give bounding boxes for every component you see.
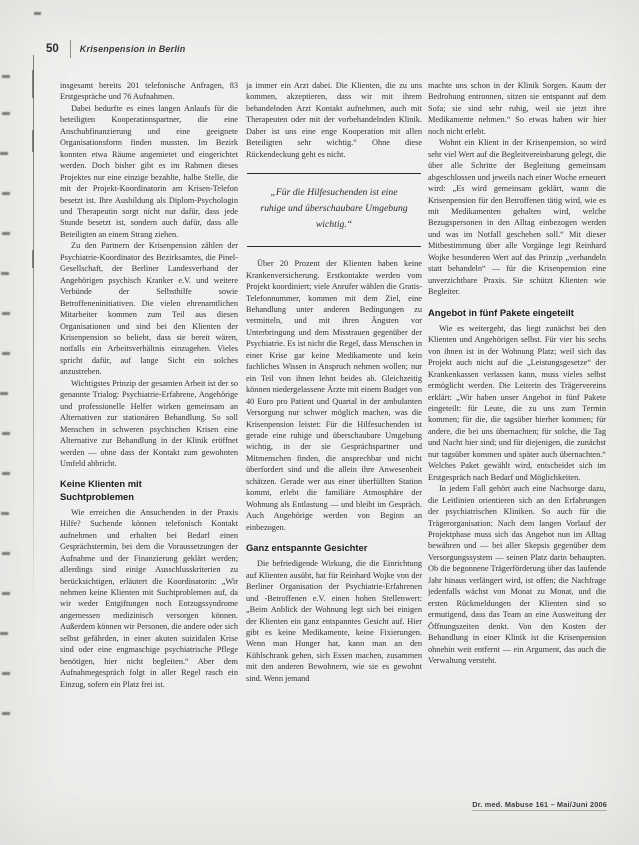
pull-quote-text: „Für die Hilfesuchenden ist eine ruhige und überschaubare Umgebung wichtig.“ <box>260 187 408 231</box>
subheading-fuenf-pakete: Angebot in fünf Pakete eingeteilt <box>428 306 574 318</box>
body-paragraph: Wichtigstes Prinzip der gesamten Arbeit ist der so genannte Trialog: Psychiatrie-Erfahrene, Angehörige und professionelle Helfer wirken gemeinsam an Alternativen zur stationären Behandlung. So soll Menschen in schweren psychischen Krisen eine Alternative zur Behandlung in der Klinik eröffnet werden — ohne dass der Kontakt zum gewohnten Umfeld abbricht. <box>60 378 238 468</box>
subheading-entspannte-gesichter: Ganz entspannte Gesichter <box>246 542 368 554</box>
body-paragraph: insgesamt bereits 201 telefonische Anfragen, 83 Erstgespräche und 76 Aufnahmen. <box>60 81 238 102</box>
footer-journal-line: Dr. med. Mabuse 161 – Mai/Juni 2006 <box>472 800 607 809</box>
body-paragraph: Die befriedigende Wirkung, die die Einrichtung auf Klienten ausübt, hat für Reinhard Wojke von der Berliner Organisation der Psychiatrie-Erfahrenen und -Betroffenen e.V. einen hohen Stellenwert: „Beim Anblick der Wohnung legt sich bei einigen der Klienten ein ganz entspanntes Gesicht auf. Hier gibt es keine Medikamente, keine Fixierungen. Wenn man Hunger hat, kann man an den Kühlschrank gehen, sich Essen machen, zusammen mit den anderen Bewohnern, wie sie es gewohnt sind. Wenn jemand <box>246 559 422 683</box>
scan-artifact <box>2 592 10 595</box>
body-paragraph: Zu den Partnern der Krisenpension zählen der Psychiatrie-Koordinator des Bezirksamtes, die Pinel-Gesellschaft, der Berliner Landesverband der Angehörigen psychisch Kranker e.V. und weitere Verbünde der Selbsthilfe sowie Betroffeneninitiativen. Die vielen ehrenamtlichen Mitarbeiter kommen zum Teil aus diesen Organisationen und sind bei den Klienten der Krisenpension so beliebt, dass sie bereit wären, notfalls ein Arbeitsverhältnis einzugehen. Vieles spricht dafür, auf lange Sicht ein solches anzustreben. <box>60 241 238 377</box>
scan-artifact <box>2 352 10 355</box>
scan-artifact <box>2 192 10 195</box>
body-paragraph: Wie es weitergeht, das liegt zunächst bei den Klienten und Angehörigen selbst. Für vier bis sechs von ihnen ist in der Wohnung Platz; weil sich das Projekt auch nicht auf die „Leistungsgesetze“ der Krankenkassen verlassen kann, muss vieles selbst ermöglicht werden. Die Leiterin des Trägervereins erklärt: „Wir haben unser Angebot in fünf Pakete eingeteilt: für Leute, die zu uns zum Termin kommen; für die, die tagsüber hierher kommen; für andere, die bei uns übernachten; für solche, die Tag und Nacht hier sind; und für diejenigen, die zunächst nur tagsüber kommen und später auch übernachten.“ Welches Paket gewählt wird, entscheidet sich im Erstgespräch nach Bedarf und Möglichkeiten. <box>428 323 606 482</box>
scan-artifact <box>2 75 10 78</box>
scan-artifact <box>2 432 10 435</box>
scan-artifact <box>2 312 10 315</box>
scan-artifact <box>2 552 10 555</box>
subheading-keine-klienten: Keine Klienten mit Suchtproblemen <box>60 478 142 502</box>
header-title: Krisenpension in Berlin <box>79 44 186 54</box>
scan-artifact <box>1 272 9 275</box>
scan-artifact <box>32 70 34 98</box>
scan-artifact <box>2 712 10 715</box>
scan-artifact <box>0 392 8 395</box>
body-paragraph: machte uns schon in der Klinik Sorgen. Kaum der Bedrohung entronnen, sitzen sie entspannt auf dem Sofa; sie sind sehr ruhig, weil sie jetzt ihre Medikamente nehmen.“ So etwas haben wir hier noch nicht erlebt. <box>428 81 606 136</box>
scan-artifact <box>2 672 10 675</box>
body-paragraph: Über 20 Prozent der Klienten haben keine Krankenversicherung. Erstkontakte werden vom Projekt koordiniert; viele Anrufer wählen die Gratis-Telefonnummer, kommen mit dem Ziel, eine Behandlung unter anderen Bedingungen zu vermitteln, und mit ihren Ängsten vor Unterbringung und dem Misstrauen gegenüber der Psychiatrie. Es ist nicht die Regel, dass Menschen in einer Krise gar keine Medikamente und kein fachliches Wissen in Anspruch nehmen wollen; nur ein Teil von ihnen lehnt beides ab. Gleichzeitig können niedergelassene Ärzte mit einem Budget von 40 Euro pro Patient und Quartal in der ambulanten Versorgung nur schwer möglich machen, was die Krisenpension leistet: Für die Hilfesuchenden ist gerade eine ruhige und überschaubare Umgebung wichtig, in der sie Gesprächspartner und Mitmenschen finden, die ansprechbar und nicht überfordert sind und die allein ihre Anwesenheit schätzen. Gerade wer aus einer überfüllten Station kommt, erlebt die familiäre Atmosphäre der Wohnung als Entlastung — und bleibt im Gespräch. Auch Angehörige werden von Beginn an einbezogen. <box>246 259 422 532</box>
body-paragraph: In jedem Fall gehört auch eine Nachsorge dazu, die Leitlinien orientieren sich an den Erfahrungen der psychiatrischen Kliniken. So auch für die Trägerorganisation: Nach dem langen Vorlauf der Projektphase muss sich das Angebot nun im Alltag bewähren und — bei aller Skepsis gegenüber dem Versorgungssystem — seinen Platz darin behaupten. Ob die begonnene Trägerförderung über das laufende Jahr hinaus verlängert wird, ist offen; die Nachfrage jedenfalls wächst von Monat zu Monat, und die ersten Rückmeldungen der Klienten sind so ermutigend, dass das Team an eine Ausweitung der Öffnungszeiten denkt. Von den Kosten der Behandlung in einer Klinik ist die Krisenpension ohnehin weit entfernt — ein Argument, das auch die Verwaltung versteht. <box>428 484 606 665</box>
scan-artifact <box>2 232 10 235</box>
body-paragraph: Wie erreichen die Ansuchenden in der Praxis Hilfe? Suchende können telefonisch Kontakt aufnehmen und erhalten bei Bedarf einen Gesprächstermin, bei dem die Voraussetzungen der Aufnahme und der Finanzierung geklärt werden; allerdings sind einige Ausschlusskriterien zu berücksichtigen, erläutert die Koordinatorin: „Wir nehmen keine Klienten mit Suchtproblemen auf, da wir weder Entgiftungen noch Entzugssyndrome angemessen medizinisch versorgen können. Außerdem können wir Personen, die andere oder sich selbst gefährden, in einer akuten suizidalen Krise sind oder eine engmaschige psychiatrische Pflege benötigen, hier nicht begleiten.“ Aber dem Aufnahmegespräch folgt in aller Regel rasch ein Einzug, sofern ein Platz frei ist. <box>60 507 238 689</box>
column-right <box>428 80 606 796</box>
header-divider <box>70 40 71 58</box>
scan-artifact <box>2 472 10 475</box>
scan-artifact <box>2 112 10 115</box>
column-middle <box>246 80 422 810</box>
scan-artifact <box>0 152 8 155</box>
scan-artifact <box>34 12 41 15</box>
running-header <box>46 38 185 60</box>
pull-quote <box>247 173 421 247</box>
scan-artifact <box>1 512 9 515</box>
body-paragraph: Wohnt ein Klient in der Krisenpension, so wird sehr viel Wert auf die Begleitvereinbarung gelegt, die über alle Schritte der Begleitung gemeinsam abgeschlossen und jeweils nach einer Woche erneuert wird: „Es wird gemeinsam geklärt, wann die Krisenpension für den Betroffenen tätig wird, wie es mit Medikamenten gehalten wird, welche Bezugspersonen in den Alltag einbezogen werden und was im Notfall geschehen soll.“ Mit dieser Mitbestimmung über alle Vorgänge legt Reinhard Wojke besonderen Wert auf das Prinzip „verhandeln statt behandeln“ — für die Krisenpension eine unverzichtbare Praxis. Sie schützt Klienten wie Begleiter. <box>428 138 606 297</box>
page-number: 50 <box>46 43 59 55</box>
scan-artifact <box>32 130 34 152</box>
body-paragraph: Dabei bedurfte es eines langen Anlaufs für die beteiligten Kooperationspartner, die eine Anschubfinanzierung und eine geeignete Organisationsform finden mussten. Im Bezirk konnten etwa Räume angemietet und eingerichtet werden. Doch bisher gibt es im Rahmen dieses Projektes nur eine einzige bezahlte, halbe Stelle, die mit der Projekt-Koordinatorin am Krisen-Telefon besetzt ist. Ihre Ausbildung als Diplom-Psychologin und Therapeutin sorgt nicht nur dafür, dass jede Stunde besetzt ist, sondern auch dafür, dass alle Beteiligten an einem Strang ziehen. <box>60 103 238 239</box>
column-left <box>60 80 238 810</box>
scan-artifact <box>0 632 8 635</box>
scan-artifact <box>32 250 34 268</box>
body-paragraph: ja immer ein Arzt dabei. Die Klienten, die zu uns kommen, akzeptieren, dass wir mit ihrem behandelnden Arzt Kontakt aufnehmen, auch mit Therapeuten oder mit der vorbehandelnden Klinik. Daher ist uns eine enge Kooperation mit allen Beteiligten sehr wichtig.“ Ohne diese Rückendeckung geht es nicht. <box>246 81 422 159</box>
